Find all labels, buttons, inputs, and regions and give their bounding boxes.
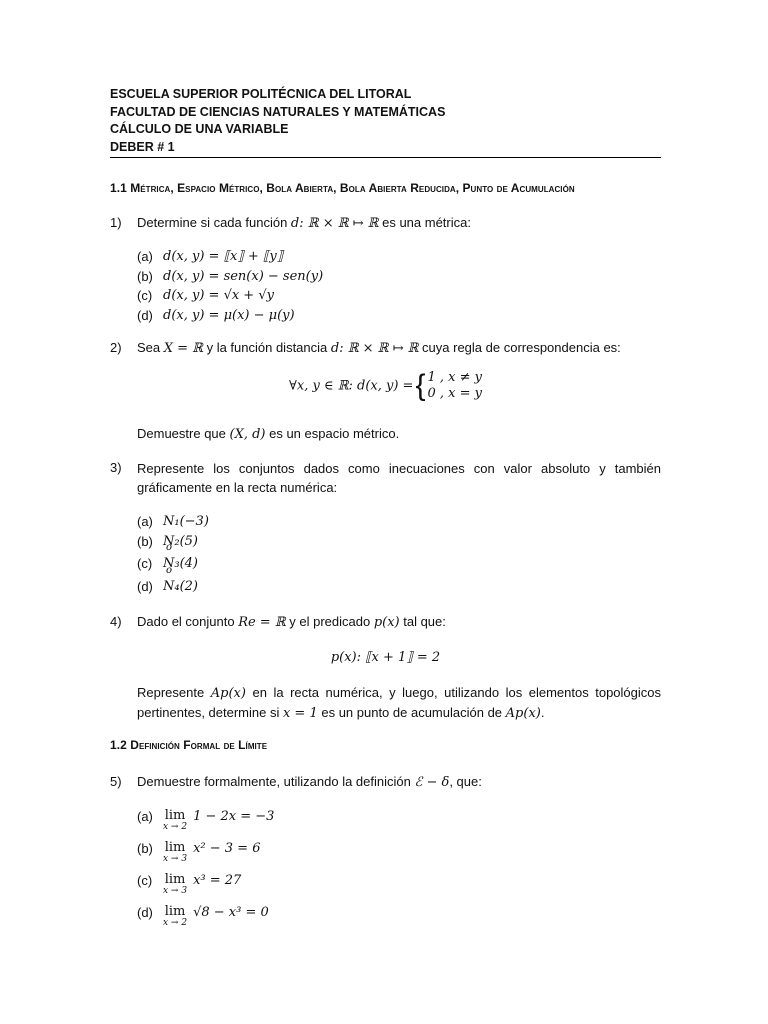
limit-operator: lim x → 2	[163, 808, 188, 832]
problem-5-items	[137, 809, 274, 937]
section-heading-1-1: 1.1 Métrica, Espacio Métrico, Bola Abierta, Bola Abierta Reducida, Punto de Acumulación	[110, 181, 575, 195]
problem-number: 3)	[110, 460, 122, 475]
cases: 1 , x ≠ y 0 , x = y	[427, 370, 482, 401]
problem-1-statement: Determine si cada función d: ℝ × ℝ ↦ ℝ es una métrica:	[137, 215, 471, 231]
limit-operator: lim x → 3	[163, 872, 188, 896]
brace-symbol: {	[415, 369, 426, 402]
list-item: (b) d(x, y) = sen(x) − sen(y)	[137, 268, 324, 284]
list-item: (a) lim x → 2 1 − 2x = −3	[137, 808, 275, 832]
list-item: (c) lim x → 3 x³ = 27	[137, 872, 242, 896]
problem-4-formula: p(x): ⟦x + 1⟧ = 2	[330, 650, 441, 665]
problem-5-statement: Demuestre formalmente, utilizando la definición ℰ − δ, que:	[137, 774, 482, 790]
problem-number: 2)	[110, 340, 122, 355]
faculty-name: FACULTAD DE CIENCIAS NATURALES Y MATEMÁTICAS	[110, 104, 446, 119]
list-item: (d) lim x → 2 √8 − x³ = 0	[137, 904, 269, 928]
problem-2-formula: ∀x, y ∈ ℝ: d(x, y) ={ 1 , x ≠ y 0 , x = y	[289, 369, 482, 402]
problem-4-statement: Dado el conjunto Re = ℝ y el predicado p(x) tal que:	[137, 614, 446, 630]
header-rule	[110, 157, 661, 158]
assignment-title: DEBER # 1	[110, 139, 175, 154]
list-item: (d) d(x, y) = μ(x) − μ(y)	[137, 307, 295, 323]
section-heading-1-2: 1.2 Definición Formal de Límite	[110, 738, 268, 752]
list-item: (a) N₁(−3)	[137, 514, 209, 530]
document-header	[110, 86, 661, 156]
problem-3-statement: Represente los conjuntos dados como inecuaciones con valor absoluto y también gráficamente en la recta numérica:	[137, 461, 661, 495]
problem-number: 1)	[110, 215, 122, 230]
problem-number: 4)	[110, 614, 122, 629]
limit-operator: lim x → 3	[163, 840, 188, 864]
institution-name: ESCUELA SUPERIOR POLITÉCNICA DEL LITORAL	[110, 87, 412, 101]
problem-3-items	[137, 512, 209, 596]
problem-4-conclusion: Represente Ap(x) en la recta numérica, y luego, utilizando los elementos topológicos pertinentes, determine si x = 1 es un punto de acumulación de Ap(x).	[137, 685, 662, 721]
course-name: CÁLCULO DE UNA VARIABLE	[110, 122, 289, 136]
list-item: (a) d(x, y) = ⟦x⟧ + ⟦y⟧	[137, 249, 284, 265]
limit-operator: lim x → 2	[163, 904, 188, 928]
document-page	[110, 86, 662, 928]
problem-1-items	[137, 247, 323, 325]
list-item: (b) N₂(5)	[137, 533, 199, 549]
list-item: (b) lim x → 3 x² − 3 = 6	[137, 840, 261, 864]
problem-2-conclusion: Demuestre que (X, d) es un espacio métrico.	[137, 426, 400, 442]
list-item: (c) d(x, y) = √x + √y	[137, 288, 274, 304]
problem-number: 5)	[110, 774, 122, 789]
list-item: (c) o N₃(4)	[137, 554, 209, 574]
problem-2-statement: Sea X = ℝ y la función distancia d: ℝ × ℝ ↦ ℝ cuya regla de correspondencia es:	[137, 340, 621, 356]
list-item: (d) o N₄(2)	[137, 577, 209, 597]
